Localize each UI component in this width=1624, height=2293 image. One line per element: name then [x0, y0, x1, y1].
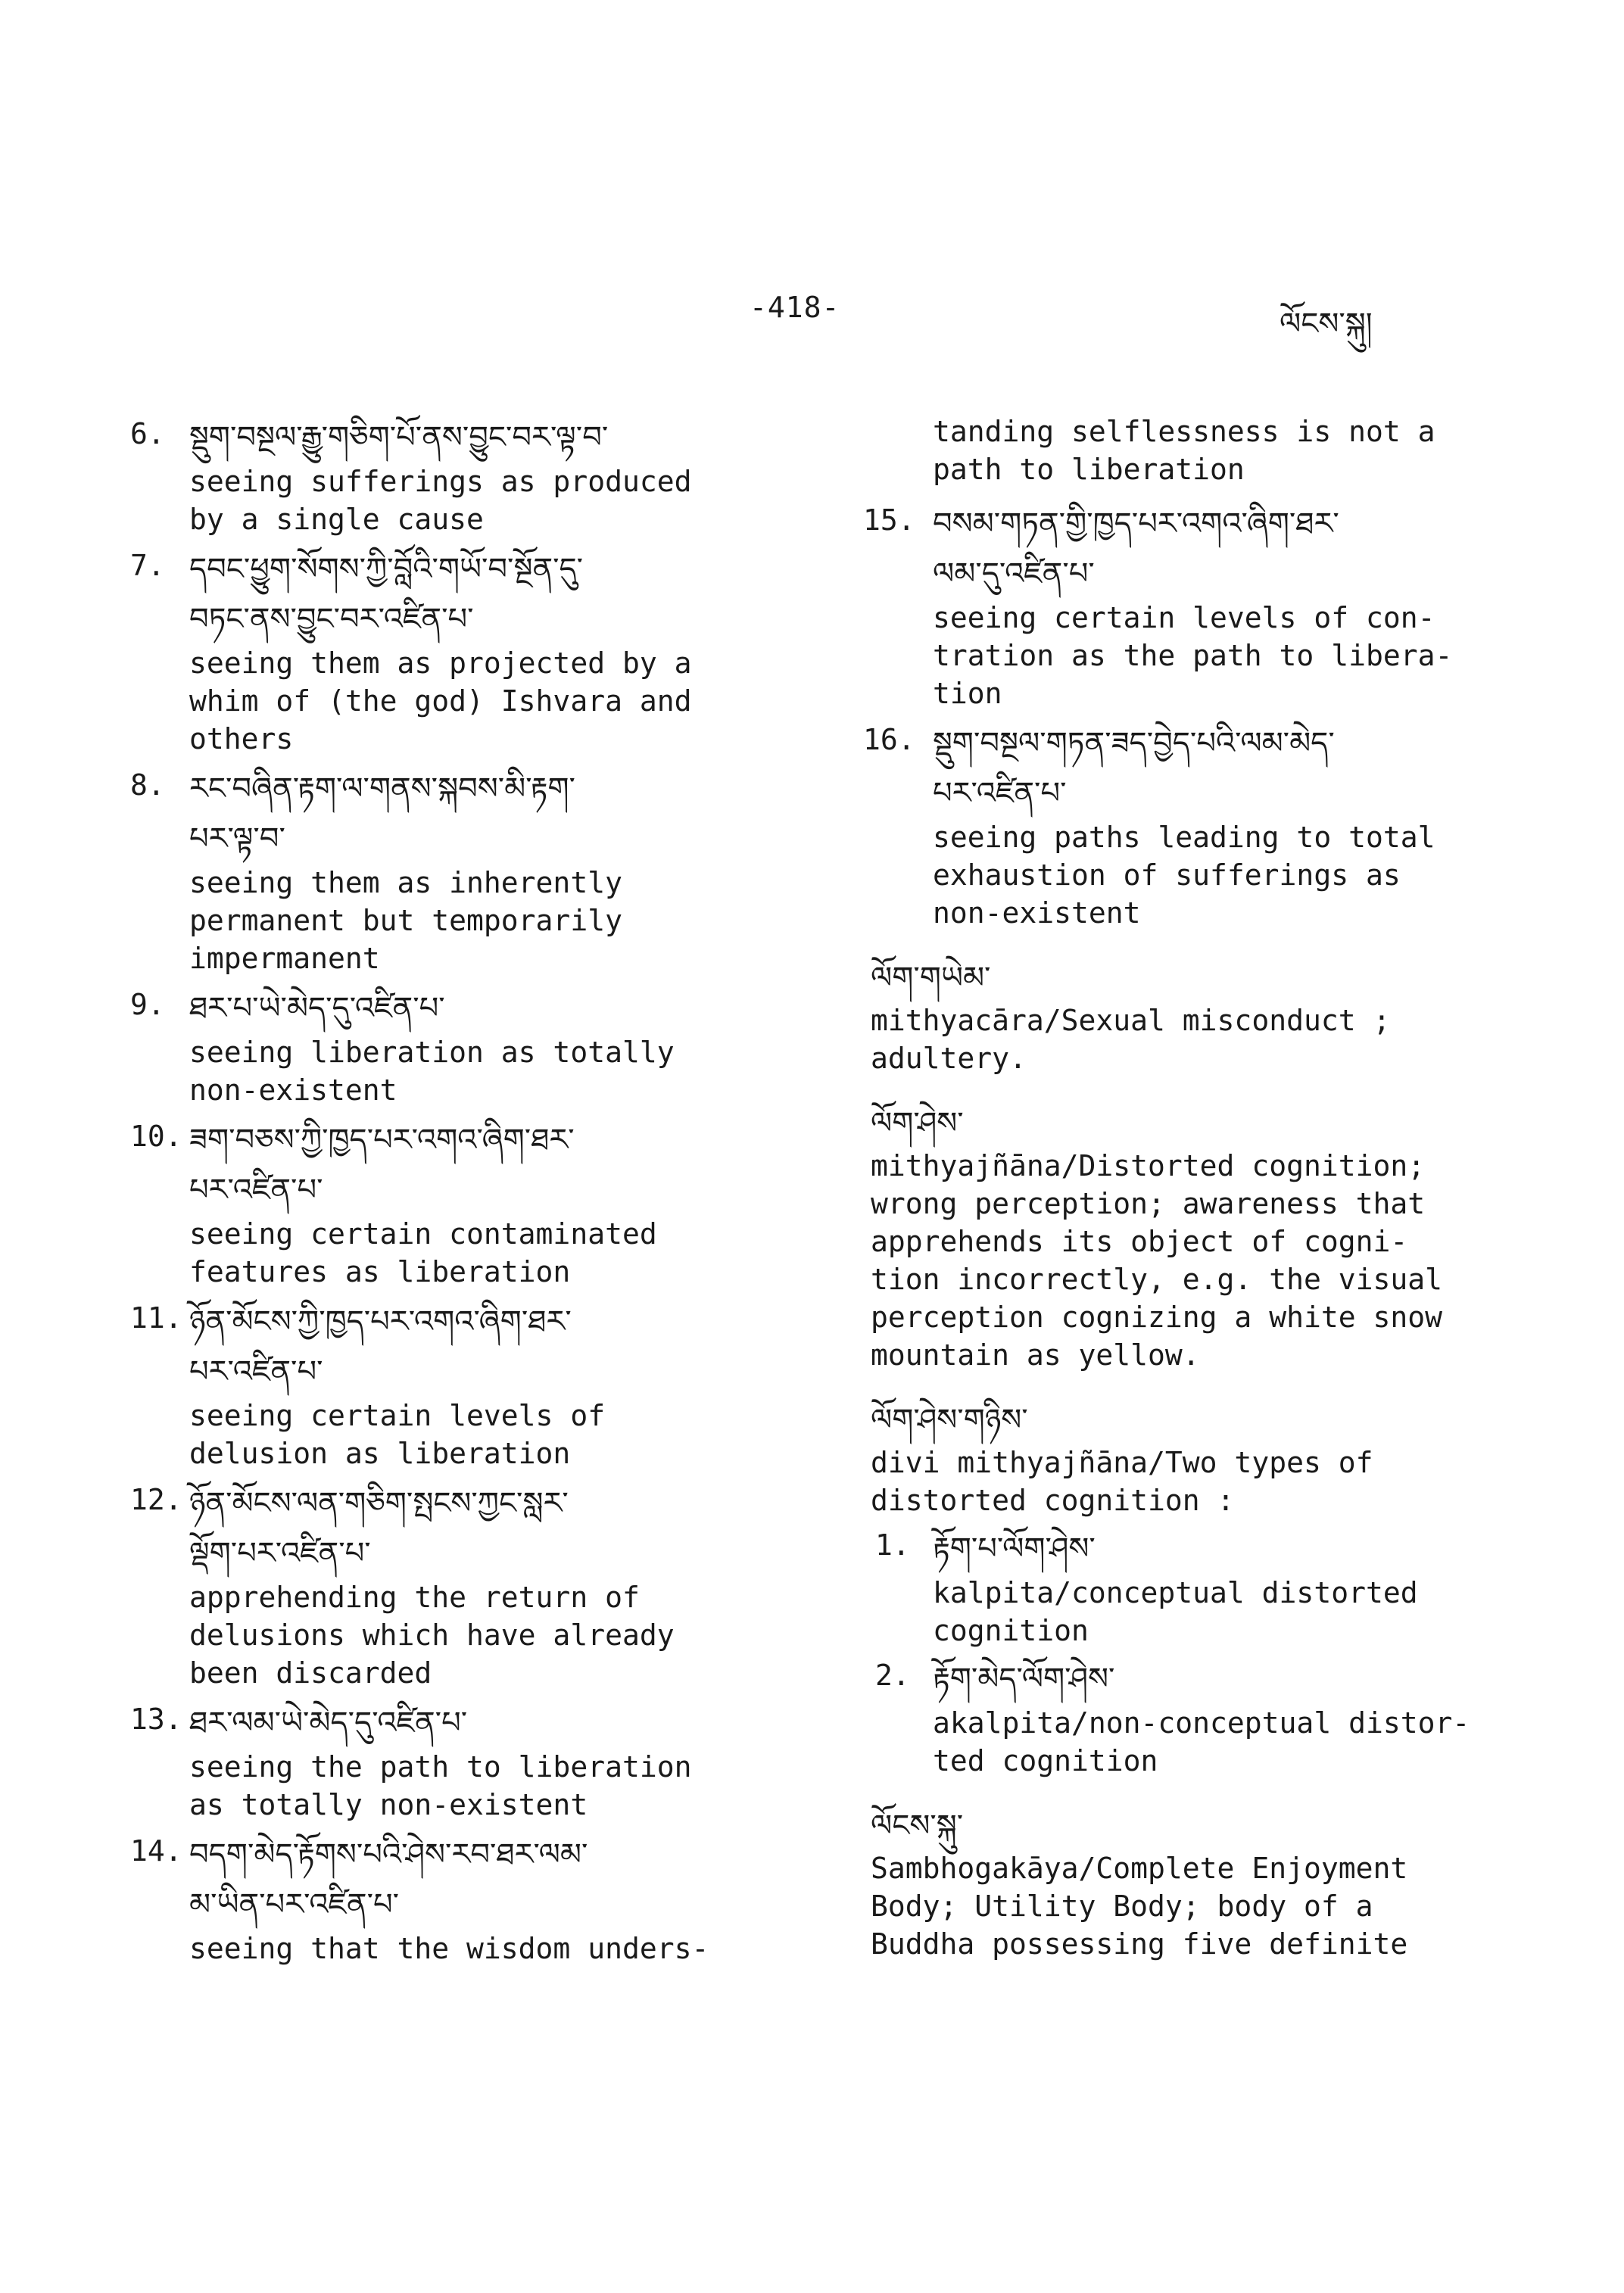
page-number: -418- [750, 291, 840, 324]
tibetan-term: རྟོག་པ་ལོག་ཤེས་ [933, 1531, 1096, 1566]
continued-text: tanding selflessness is not a path to liberation [933, 415, 1435, 486]
item-number: 1. [875, 1528, 910, 1562]
tibetan-term: རྟོག་མེད་ལོག་ཤེས་ [933, 1662, 1115, 1696]
list-item [106, 1698, 787, 1824]
tibetan-term: ཉོན་མོངས་ཀྱི་ཁྱད་པར་འགའ་ཞིག་ཐར་ [189, 1304, 572, 1339]
tibetan-term: ཐར་ལམ་ཡེ་མེད་དུ་འཛིན་པ་ [189, 1706, 468, 1740]
tibetan-term: པར་ལྟ་བ་ [189, 821, 285, 856]
list-item [106, 1115, 787, 1291]
tibetan-term: པར་འཛིན་པ་ [189, 1173, 323, 1207]
definition: divi mithyajñāna/Two types of distorted cognition : [871, 1446, 1373, 1517]
tibetan-term: སྡུག་བསྔལ་གཏན་ཟད་བྱེད་པའི་ལམ་མེད་ [933, 726, 1335, 761]
item-number: 7. [130, 549, 165, 582]
headword: ལོག་གཡེམ་ [871, 961, 991, 995]
tibetan-term: ཐར་པ་ཡེ་མེད་དུ་འཛིན་པ་ [189, 991, 445, 1026]
list-item [106, 1478, 787, 1692]
right-column [863, 413, 1552, 1963]
item-number: 8. [130, 768, 165, 802]
sub-item [871, 1524, 1552, 1650]
list-item [106, 1297, 787, 1472]
english-gloss: seeing certain levels of con- tration as the path to libera- tion [933, 601, 1453, 710]
definition: mithyajñāna/Distorted cognition; wrong perception; awareness that apprehends its object of cogni- tion incorrectly, e.g. the visual perception cognizing a white snow mountain as yellow. [871, 1149, 1442, 1372]
tibetan-term: རང་བཞིན་རྟག་ལ་གནས་སྐབས་མི་རྟག་ [189, 771, 575, 806]
english-gloss: seeing them as inherently permanent but temporarily impermanent [189, 866, 622, 975]
list-item [106, 764, 787, 977]
tibetan-term: བསམ་གཏན་གྱི་ཁྱད་པར་འགའ་ཞིག་ཐར་ [933, 506, 1339, 541]
english-gloss: akalpita/non-conceptual distor- ted cognition [933, 1706, 1470, 1777]
english-gloss: apprehending the return of delusions which have already been discarded [189, 1581, 675, 1690]
definition: Sambhogakāya/Complete Enjoyment Body; Utility Body; body of a Buddha possessing five definite [871, 1852, 1408, 1961]
tibetan-term: ལྡོག་པར་འཛིན་པ་ [189, 1536, 371, 1571]
item-number: 12. [130, 1483, 182, 1516]
item-number: 15. [863, 503, 915, 537]
tibetan-term: ལམ་དུ་འཛིན་པ་ [933, 556, 1095, 591]
left-column [106, 413, 787, 1974]
list-item [106, 413, 787, 538]
tibetan-term: པར་འཛིན་པ་ [189, 1354, 323, 1389]
item-number: 14. [130, 1834, 182, 1868]
glossary-entry [871, 1802, 1552, 1963]
list-item [106, 1830, 787, 1967]
sub-item [871, 1654, 1552, 1780]
glossary-entry [871, 1100, 1552, 1374]
english-gloss: seeing certain contaminated features as liberation [189, 1217, 657, 1288]
tibetan-term: སྡུག་བསྔལ་རྒྱུ་གཅིག་པོ་ནས་བྱུང་བར་ལྟ་བ་ [189, 420, 609, 455]
list-item [863, 718, 1552, 932]
tibetan-term: ཉོན་མོངས་ལན་གཅིག་སྤངས་ཀྱང་སླར་ [189, 1486, 569, 1521]
glossary-entry [871, 1397, 1552, 1780]
list-item [863, 499, 1552, 712]
tibetan-term: བདག་མེད་རྟོགས་པའི་ཤེས་རབ་ཐར་ལམ་ [189, 1837, 588, 1872]
list-item [106, 983, 787, 1109]
definition: mithyacāra/Sexual misconduct ; adultery. [871, 1004, 1391, 1075]
item-number: 16. [863, 723, 915, 756]
right-entries [863, 499, 1552, 932]
headword: ལོངས་སྐུ་ [871, 1809, 964, 1843]
glossary-entry [871, 955, 1552, 1077]
headword: ལོག་ཤེས་གཉིས་ [871, 1403, 1028, 1438]
item-number: 10. [130, 1120, 182, 1153]
item-number: 9. [130, 988, 165, 1021]
headword: ལོག་ཤེས་ [871, 1106, 964, 1141]
tibetan-term: པར་འཛིན་པ་ [933, 776, 1067, 811]
item-number: 2. [875, 1659, 910, 1692]
english-gloss: seeing certain levels of delusion as liberation [189, 1399, 606, 1470]
english-gloss: seeing sufferings as produced by a single cause [189, 465, 692, 536]
item-number: 11. [130, 1301, 182, 1335]
tibetan-term: མ་ཡིན་པར་འཛིན་པ་ [189, 1887, 400, 1922]
glossary [871, 955, 1552, 1963]
tibetan-term: དབང་ཕྱུག་སོགས་ཀྱི་བློའི་གཡོ་བ་སྔོན་དུ་ [189, 552, 584, 587]
tibetan-term: བཏང་ནས་བྱུང་བར་འཛིན་པ་ [189, 602, 474, 637]
tibetan-term: ཟག་བཅས་ཀྱི་ཁྱད་པར་འགའ་ཞིག་ཐར་ [189, 1123, 575, 1157]
item-number: 13. [130, 1703, 182, 1736]
item-number: 6. [130, 417, 165, 450]
english-gloss: seeing liberation as totally non-existent [189, 1036, 675, 1107]
list-item [106, 544, 787, 758]
english-gloss: seeing that the wisdom unders- [189, 1932, 709, 1965]
english-gloss: seeing paths leading to total exhaustion of sufferings as non-existent [933, 821, 1435, 930]
english-gloss: kalpita/conceptual distorted cognition [933, 1576, 1418, 1647]
english-gloss: seeing them as projected by a whim of (the god) Ishvara and others [189, 646, 692, 756]
running-head: ལོངས་སྐུ། [1280, 307, 1373, 341]
english-gloss: seeing the path to liberation as totally non-existent [189, 1750, 692, 1821]
